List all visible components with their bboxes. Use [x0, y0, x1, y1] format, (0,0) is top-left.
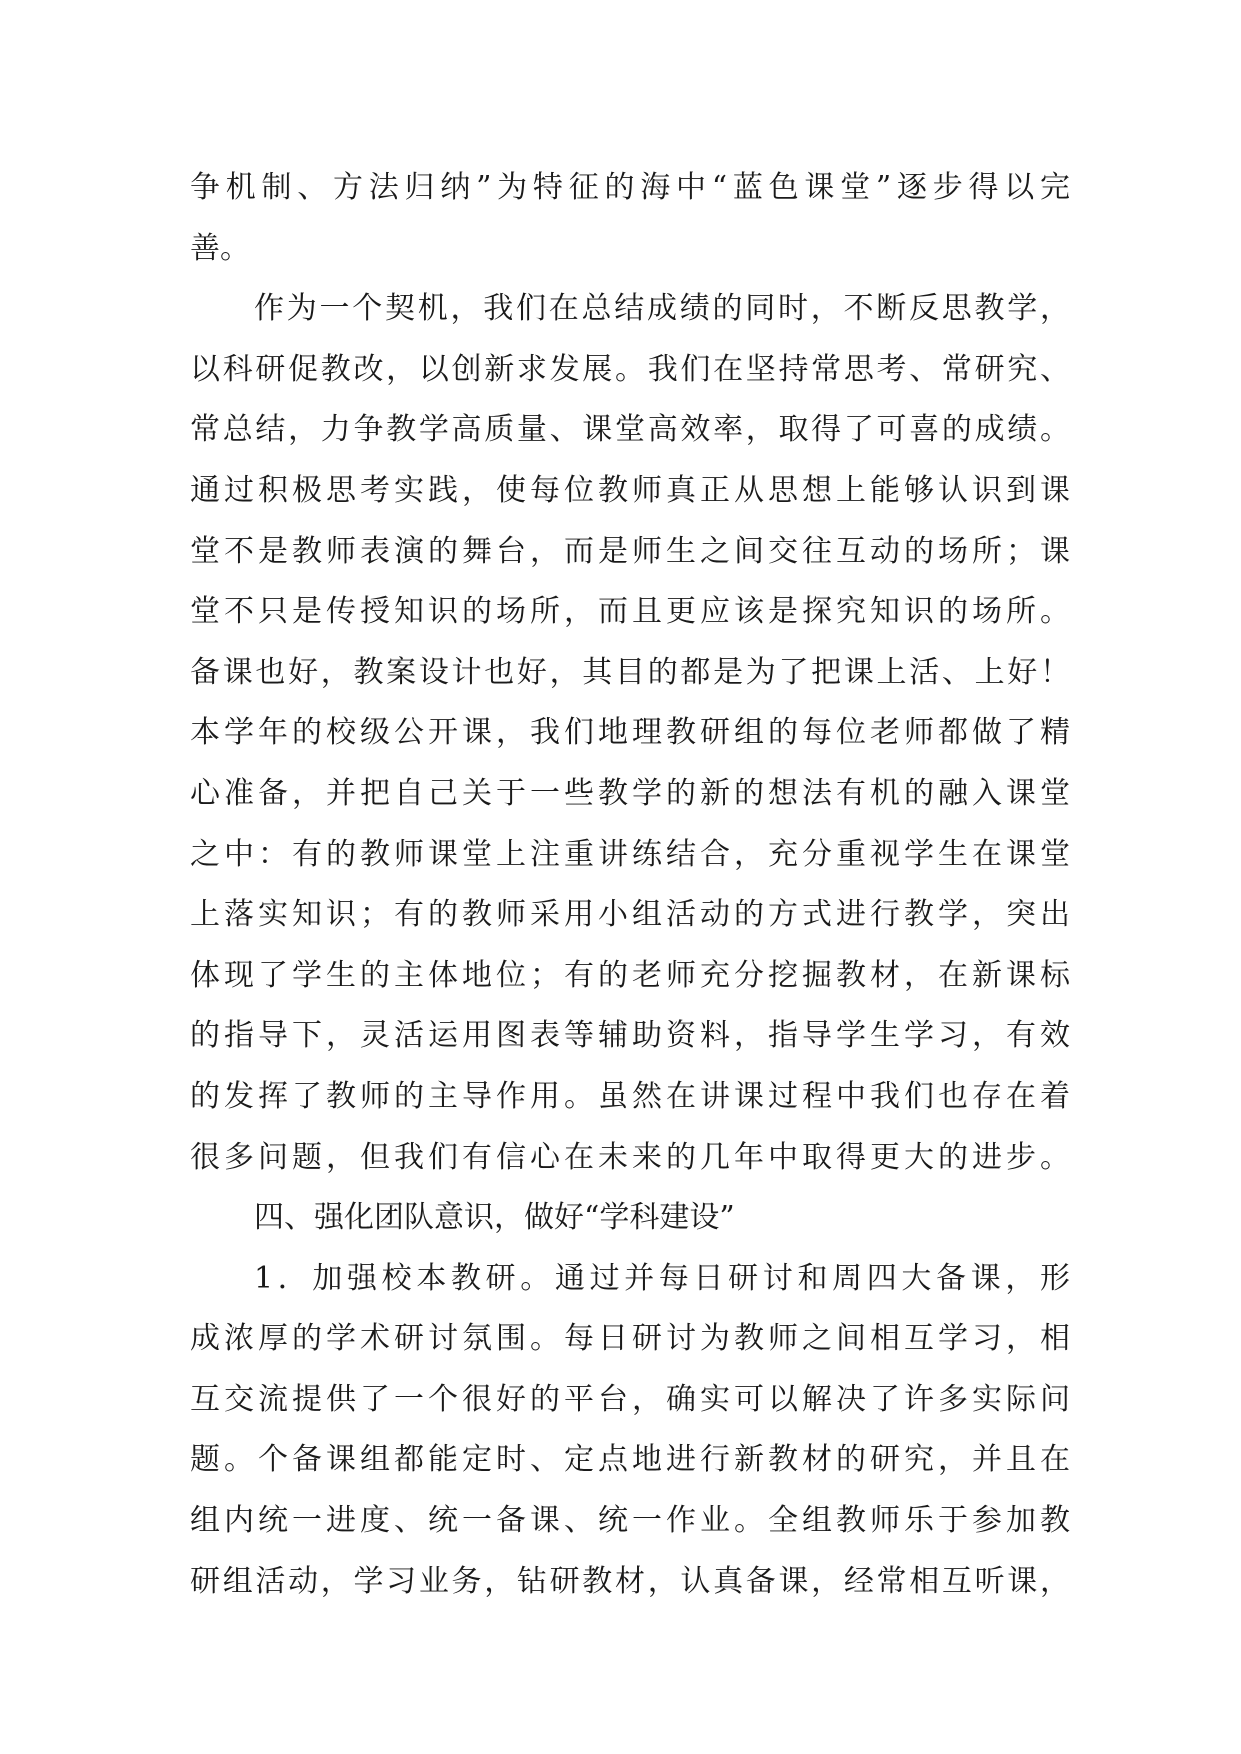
text-line: 四、强化团队意识，做好“学科建设”: [254, 1200, 735, 1236]
text-line: 上落实知识；有的教师采用小组活动的方式进行教学，突出: [190, 897, 1070, 933]
text-line: 争机制、方法归纳”为特征的海中“蓝色课堂”逐步得以完: [190, 170, 1070, 205]
text-line: 堂不是教师表演的舞台，而是师生之间交往互动的场所；课: [190, 533, 1070, 569]
text-line: 备课也好，教案设计也好，其目的都是为了把课上活、上好！: [190, 654, 1070, 690]
text-line: 心准备，并把自己关于一些教学的新的想法有机的融入课堂: [190, 775, 1070, 811]
text-line: 以科研促教改，以创新求发展。我们在坚持常思考、常研究、: [190, 351, 1070, 387]
document-body: [190, 158, 1070, 1612]
text-line: 1．加强校本教研。通过并每日研讨和周四大备课，形: [254, 1260, 1070, 1296]
text-line: 题。个备课组都能定时、定点地进行新教材的研究，并且在: [190, 1442, 1070, 1478]
text-line: 通过积极思考实践，使每位教师真正从思想上能够认识到课: [190, 472, 1070, 508]
text-line: 堂不只是传授知识的场所，而且更应该是探究知识的场所。: [190, 594, 1070, 630]
text-line: 本学年的校级公开课，我们地理教研组的每位老师都做了精: [190, 715, 1070, 751]
text-line: 研组活动，学习业务，钻研教材，认真备课，经常相互听课，: [190, 1563, 1070, 1599]
text-line: 成浓厚的学术研讨氛围。每日研讨为教师之间相互学习，相: [190, 1321, 1070, 1357]
text-line: 作为一个契机，我们在总结成绩的同时，不断反思教学，: [254, 291, 1070, 327]
text-line: 之中：有的教师课堂上注重讲练结合，充分重视学生在课堂: [190, 836, 1070, 872]
text-line: 的指导下，灵活运用图表等辅助资料，指导学生学习，有效: [190, 1018, 1070, 1054]
text-line: 常总结，力争教学高质量、课堂高效率，取得了可喜的成绩。: [190, 412, 1070, 448]
text-line: 善。: [190, 230, 250, 266]
text-line: 的发挥了教师的主导作用。虽然在讲课过程中我们也存在着: [190, 1078, 1070, 1114]
text-line: 组内统一进度、统一备课、统一作业。全组教师乐于参加教: [190, 1503, 1070, 1539]
text-line: 互交流提供了一个很好的平台，确实可以解决了许多实际问: [190, 1381, 1070, 1417]
text-line: 很多问题，但我们有信心在未来的几年中取得更大的进步。: [190, 1139, 1070, 1175]
text-line: 体现了学生的主体地位；有的老师充分挖掘教材，在新课标: [190, 957, 1070, 993]
